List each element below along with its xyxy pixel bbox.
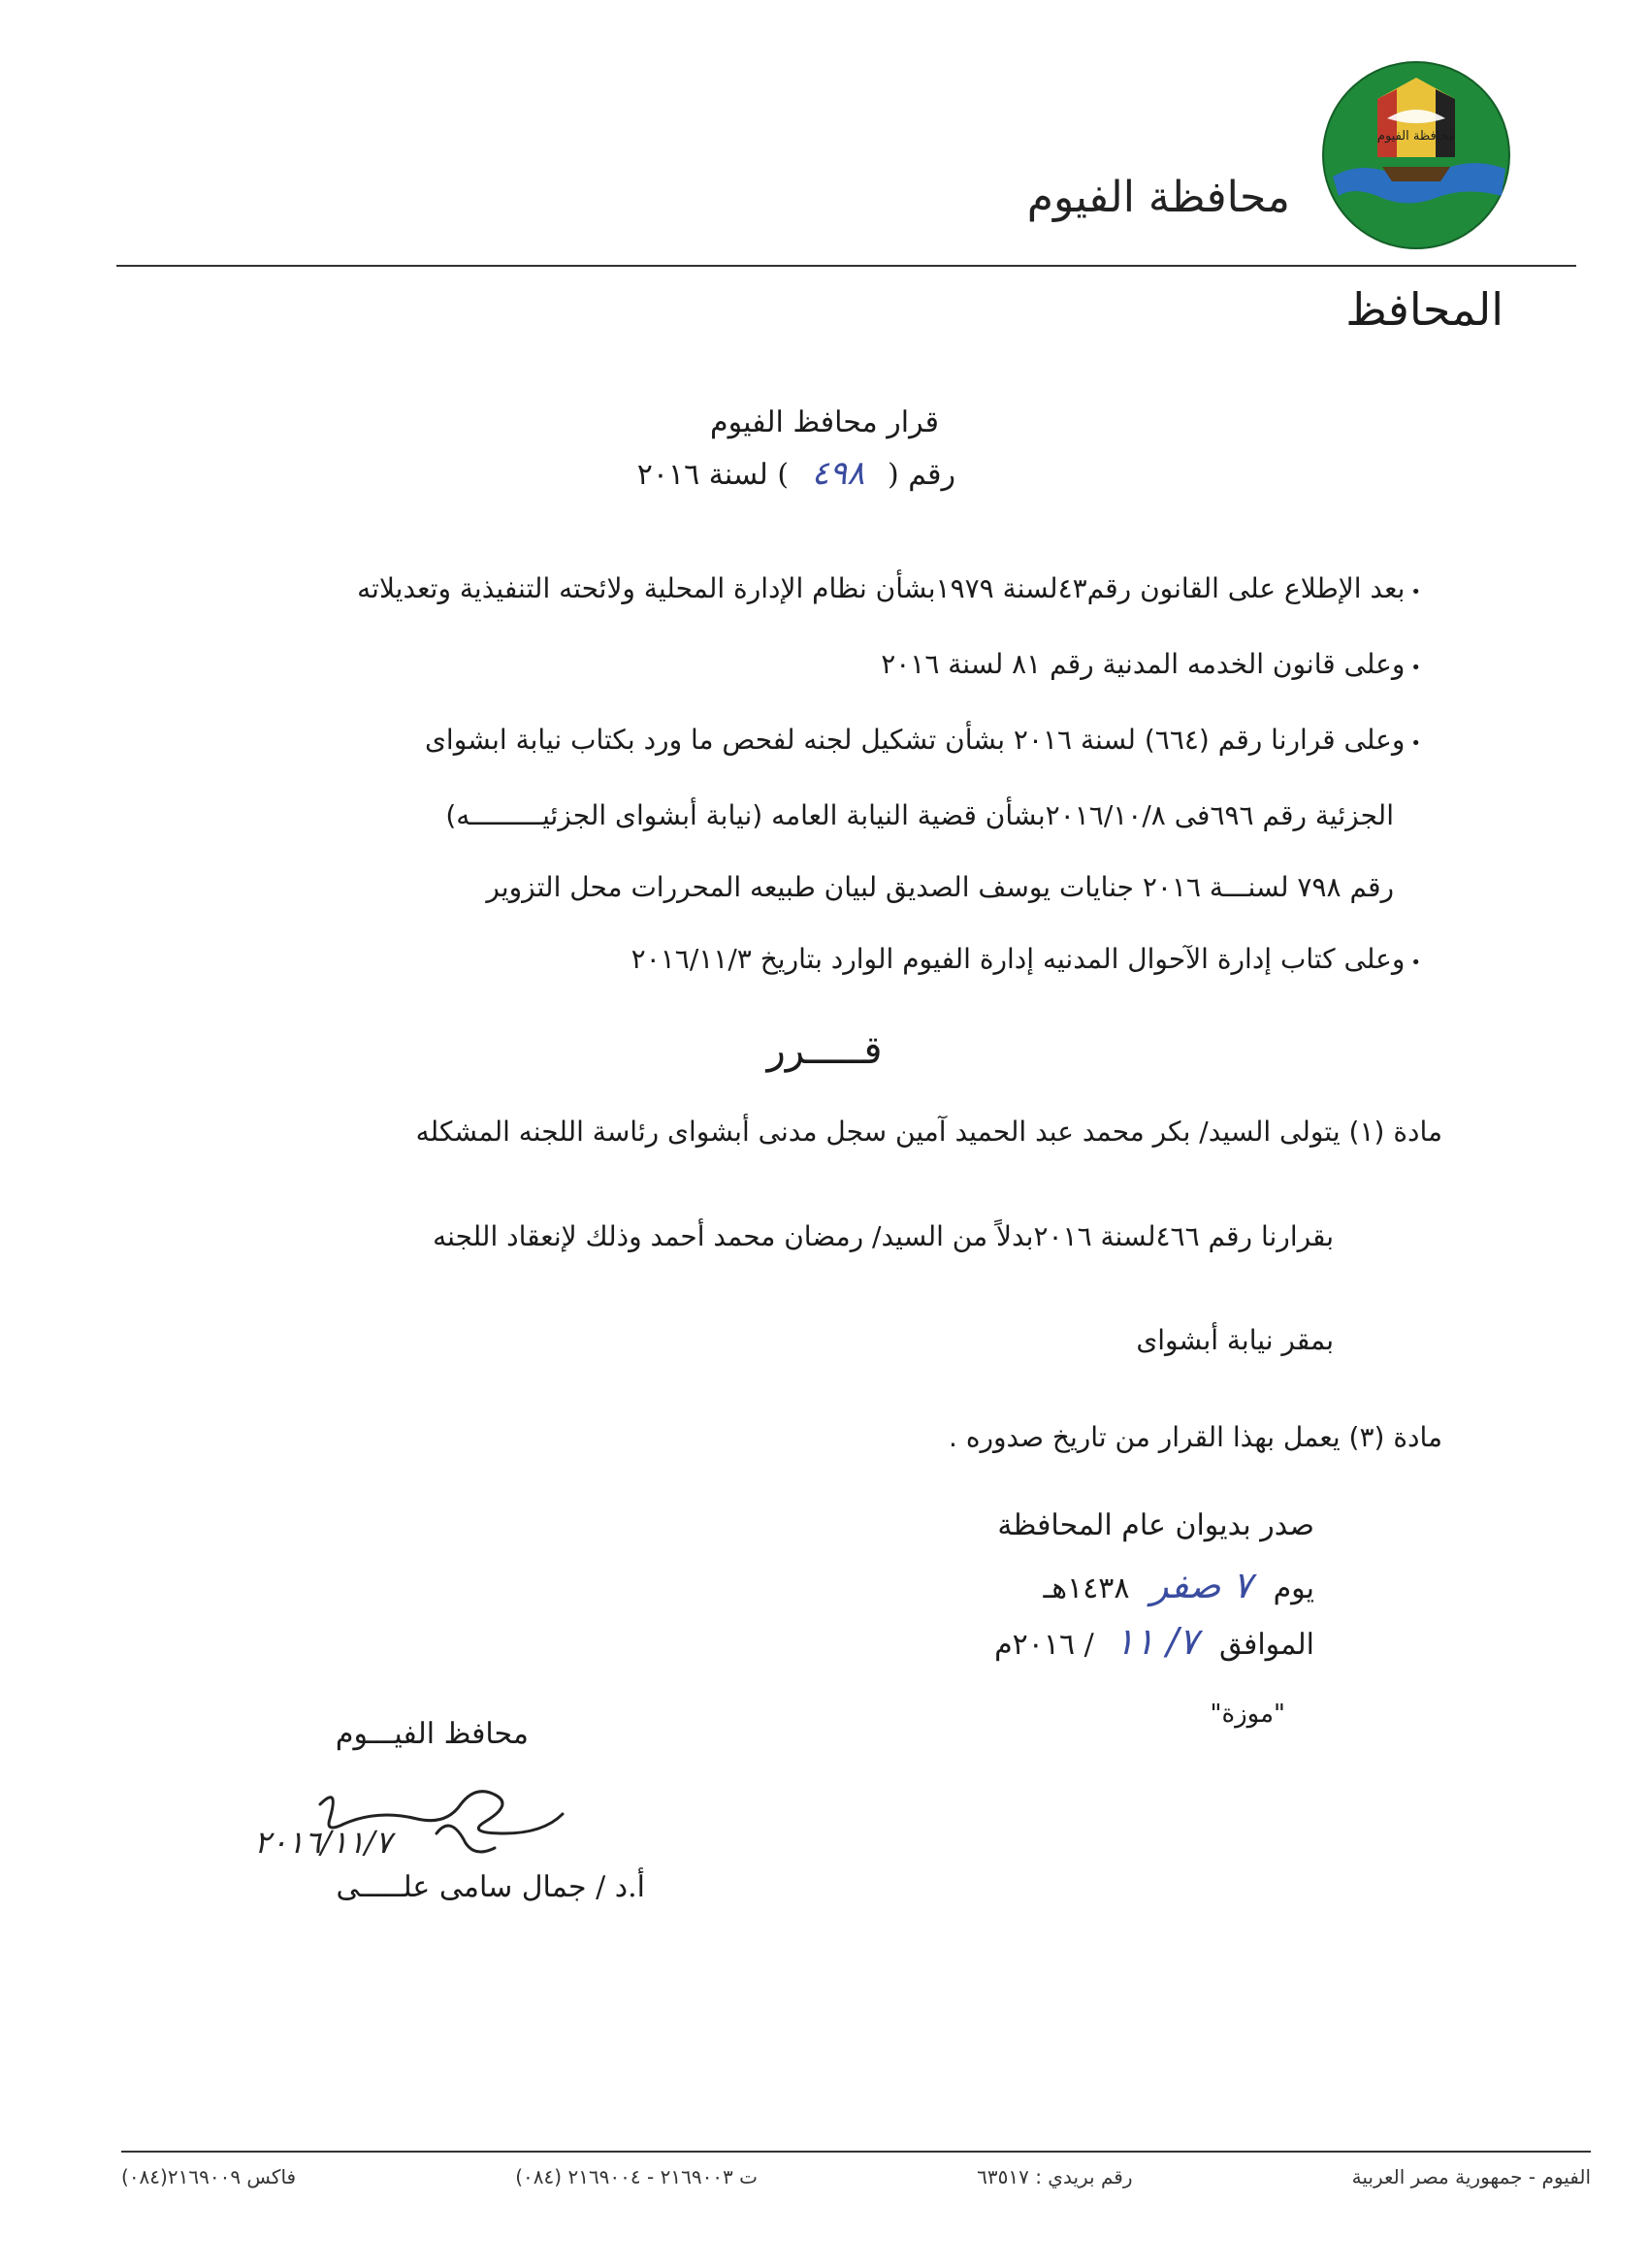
day-label: يوم (1273, 1571, 1314, 1605)
hijri-year: ١٤٣٨هـ (1043, 1571, 1130, 1605)
preamble-item-continuation: الجزئية رقم ٦٩٦فى ٢٠١٦/١٠/٨بشأن قضية النيابة العامه (نيابة أبشواى الجزئيـــــــــه) (445, 799, 1394, 831)
bullet-icon: • (1410, 733, 1421, 754)
decides-heading: قـــــرر (766, 1028, 883, 1073)
day-handwritten: ٧ صفر (1150, 1564, 1253, 1606)
footer-divider (121, 2151, 1591, 2153)
decree-number (637, 454, 955, 493)
footer-fax: فاكس ٢١٦٩٠٠٩(٠٨٤) (121, 2165, 297, 2188)
signature-title: محافظ الفيـــوم (335, 1717, 529, 1751)
gregorian-year: / ٢٠١٦م (994, 1628, 1094, 1662)
logo-text: محافظة الفيوم (1376, 129, 1456, 144)
preamble-item: •وعلى قرارنا رقم (٦٦٤) لسنة ٢٠١٦ بشأن تشكيل لجنه لفحص ما ورد بكتاب نيابة ابشواى (218, 704, 1421, 780)
decree-number-prefix: رقم ( (887, 458, 955, 492)
org-name: محافظة الفيوم (1026, 173, 1290, 222)
preamble-list (218, 553, 1421, 999)
governorate-logo (1319, 60, 1513, 250)
issued-gregorian-line (994, 1620, 1314, 1663)
bullet-icon: • (1410, 953, 1421, 973)
issued-day-line (1043, 1564, 1314, 1606)
decree-title: قرار محافظ الفيوم (710, 405, 939, 439)
article-1-line-3: بمقر نيابة أبشواى (1136, 1324, 1334, 1356)
preamble-item-continuation: رقم ٧٩٨ لسنـــة ٢٠١٦ جنايات يوسف الصديق لبيان طبيعه المحررات محل التزوير (486, 871, 1394, 903)
article-1-line-1: مادة (١) يتولى السيد/ بكر محمد عبد الحميد آمين سجل مدنى أبشواى رئاسة اللجنه المشكله (415, 1116, 1442, 1148)
initials: "موزة" (1210, 1700, 1285, 1729)
office-title: المحافظ (1345, 283, 1504, 336)
corresponding-label: الموافق (1218, 1628, 1314, 1662)
footer (121, 2165, 1591, 2188)
decree-number-handwritten: ٤٩٨ (811, 454, 865, 493)
footer-postal: رقم بريدي : ٦٣٥١٧ (977, 2165, 1133, 2188)
decree-number-suffix: ) لسنة ٢٠١٦ (636, 458, 790, 492)
article-3: مادة (٣) يعمل بهذا القرار من تاريخ صدوره . (949, 1421, 1442, 1453)
footer-address: الفيوم - جمهورية مصر العربية (1351, 2165, 1591, 2188)
article-1-line-2: بقرارنا رقم ٤٦٦لسنة ٢٠١٦بدلاً من السيد/ رمضان محمد أحمد وذلك لإنعقاد اللجنه (433, 1220, 1334, 1252)
preamble-item: •وعلى كتاب إدارة الآحوال المدنيه إدارة الفيوم الوارد بتاريخ ٢٠١٦/١١/٣ (218, 923, 1421, 999)
bullet-icon: • (1410, 658, 1421, 678)
issued-at: صدر بديوان عام المحافظة (997, 1508, 1314, 1542)
gregorian-day-month-handwritten: ٧/ ١١ (1115, 1620, 1199, 1663)
preamble-item: •وعلى قانون الخدمه المدنية رقم ٨١ لسنة ٢٠١٦ (218, 629, 1421, 704)
bullet-icon: • (1410, 582, 1421, 602)
preamble-item: •بعد الإطلاع على القانون رقم٤٣لسنة ١٩٧٩بشأن نظام الإدارة المحلية ولائحته التنفيذية وتعديلاته (218, 553, 1421, 629)
signature-date-handwritten: ٢٠١٦/١١/٧ (254, 1824, 392, 1861)
footer-phone: ت ٢١٦٩٠٠٣ - ٢١٦٩٠٠٤ (٠٨٤) (515, 2165, 758, 2188)
signatory-name: أ.د / جمال سامى علـــــى (336, 1870, 645, 1904)
header-divider (116, 265, 1576, 267)
